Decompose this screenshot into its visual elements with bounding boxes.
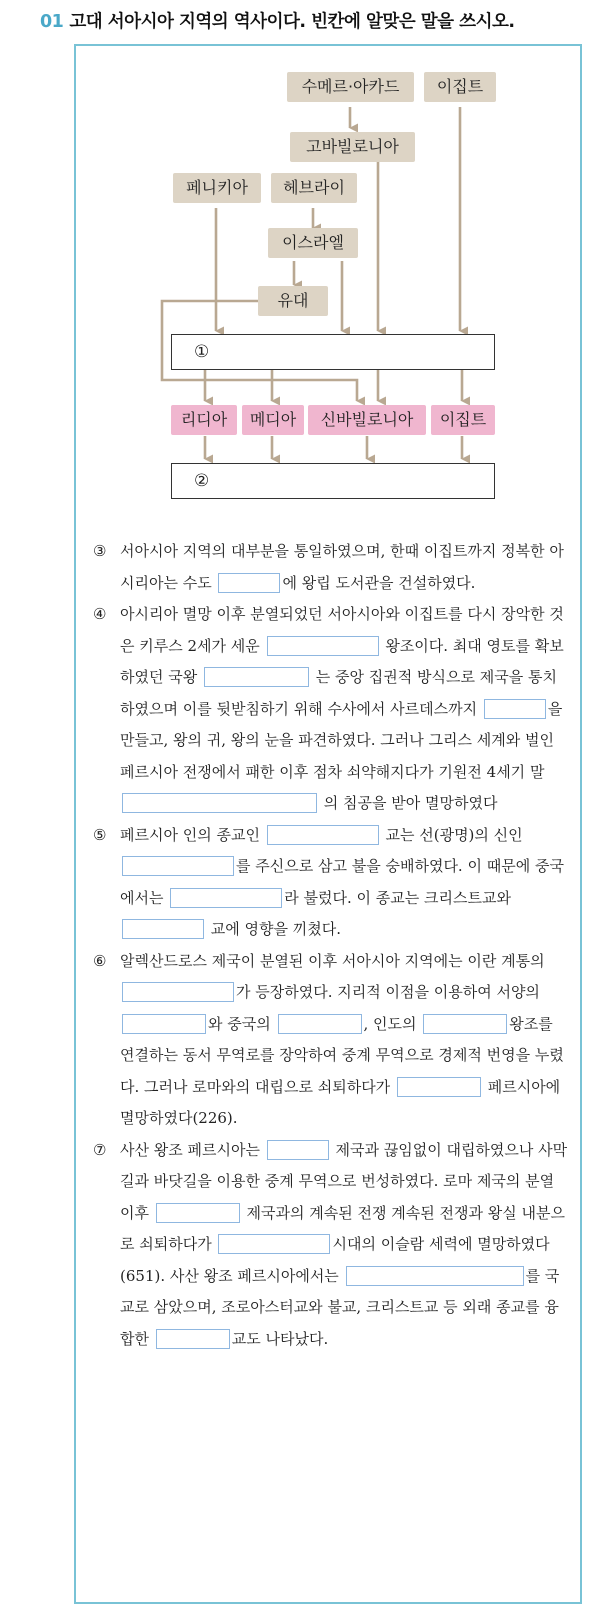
- blank-input[interactable]: [346, 1266, 524, 1286]
- blank-input[interactable]: [423, 1014, 507, 1034]
- node-lydia: 리디아: [171, 405, 237, 435]
- statement-number: ⑥: [93, 951, 107, 970]
- node-sumer-akkad: 수메르·아카드: [287, 72, 414, 102]
- node-media: 메디아: [242, 405, 304, 435]
- blank-input[interactable]: [156, 1203, 240, 1223]
- node-judah: 유대: [258, 286, 328, 316]
- blank-input[interactable]: [218, 573, 280, 593]
- statement-number: ⑦: [93, 1140, 107, 1159]
- blank-input[interactable]: [170, 888, 282, 908]
- node-phoenicia: 페니키아: [173, 173, 261, 203]
- blank-input[interactable]: [267, 1140, 329, 1160]
- statement-6: ⑥ 알렉산드로스 제국이 분열된 이후 서아시아 지역에는 이란 계통의 가 등장하였다. 지리적 이점을 이용하여 서양의 와 중국의 , 인도의 왕조를 연결하는 동서 무역로를 장악하여 중계 무역으로 경제적 번영을 누렸다. 그러나 로마와의 대립으로 쇠퇴하다가 페르시아에 멸망하였다(226).: [93, 946, 571, 1135]
- blank-input[interactable]: [278, 1014, 362, 1034]
- node-egypt-top: 이집트: [424, 72, 496, 102]
- statement-7: ⑦ 사산 왕조 페르시아는 제국과 끊임없이 대립하였으나 사막길과 바닷길을 이용한 중계 무역으로 번성하였다. 로마 제국의 분열 이후 제국과의 계속된 전쟁 계속된 전쟁과 왕실 내분으로 쇠퇴하다가 시대의 이슬람 세력에 멸망하였다(651). 사산 왕조 페르시아에서는 를 국교로 삼았으며, 조로아스터교와 불교, 크리스트교 등 외래 종교를 융합한 교도 나타났다.: [93, 1135, 571, 1356]
- blank-input[interactable]: [122, 1014, 206, 1034]
- statement-4: ④ 아시리아 멸망 이후 분열되었던 서아시아와 이집트를 다시 장악한 것은 키루스 2세가 세운 왕조이다. 최대 영토를 확보하였던 국왕 는 중앙 집권적 방식으로 제국을 통치하였으며 이를 뒷받침하기 위해 수사에서 사르데스까지 을 만들고, 왕의 귀, 왕의 눈을 파견하였다. 그러나 그리스 세계와 벌인 페르시아 전쟁에서 패한 이후 점차 쇠약해지다가 기원전 4세기 말 의 침공을 받아 멸망하였다: [93, 599, 571, 820]
- blank-input[interactable]: [397, 1077, 481, 1097]
- node-new-babylonia: 신바빌로니아: [308, 405, 426, 435]
- blank-input[interactable]: [122, 856, 234, 876]
- blank-input[interactable]: [267, 825, 379, 845]
- answer-box-2[interactable]: ②: [171, 463, 495, 499]
- node-hebrew: 헤브라이: [271, 173, 357, 203]
- blank-input[interactable]: [156, 1329, 230, 1349]
- statement-number: ③: [93, 542, 107, 560]
- blank-input[interactable]: [204, 667, 309, 687]
- node-israel: 이스라엘: [268, 228, 358, 258]
- statement-number: ④: [93, 605, 107, 623]
- question-text: 고대 서아시아 지역의 역사이다. 빈칸에 알맞은 말을 쓰시오.: [69, 12, 515, 32]
- answer-box-1[interactable]: ①: [171, 334, 495, 370]
- blank-input[interactable]: [122, 919, 204, 939]
- blank-input[interactable]: [122, 982, 234, 1002]
- statement-number: ⑤: [93, 825, 107, 844]
- statement-list: [93, 536, 571, 1355]
- blank-input[interactable]: [267, 636, 379, 656]
- blank-input[interactable]: [122, 793, 317, 813]
- node-egypt-bottom: 이집트: [431, 405, 495, 435]
- question-number: 01: [40, 12, 64, 32]
- statement-3: ③ 서아시아 지역의 대부분을 통일하였으며, 한때 이집트까지 정복한 아시리아는 수도 에 왕립 도서관을 건설하였다.: [93, 536, 571, 599]
- statement-5: ⑤ 페르시아 인의 종교인 교는 선(광명)의 신인 를 주신으로 삼고 불을 숭배하였다. 이 때문에 중국에서는 라 불렀다. 이 종교는 크리스트교와 교에 영향을 끼쳤다.: [93, 820, 571, 946]
- blank-input[interactable]: [218, 1234, 330, 1254]
- node-old-babylonia: 고바빌로니아: [290, 132, 415, 162]
- blank-input[interactable]: [484, 699, 546, 719]
